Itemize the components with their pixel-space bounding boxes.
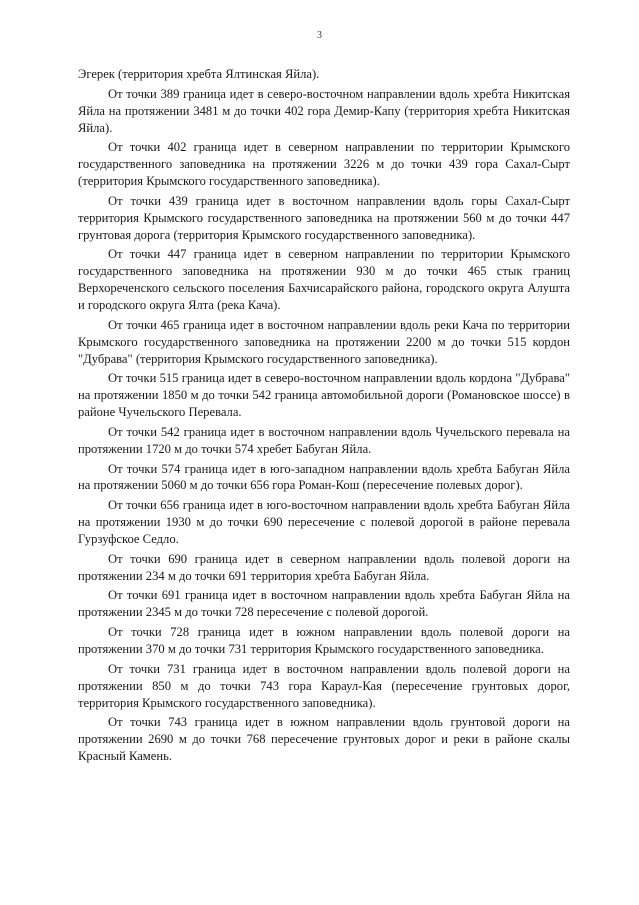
paragraph-point-515: От точки 515 граница идет в северо-восточном направлении вдоль кордона "Дубрава" на протяжении 1850 м до точки 542 граница автомобильной дороги (Романовское шоссе) в районе Чучельского Перевала. — [78, 371, 570, 420]
paragraph-point-389: От точки 389 граница идет в северо-восточном направлении вдоль хребта Никитская Яйла на протяжении 3481 м до точки 402 гора Демир-Капу (территория хребта Никитская Яйла). — [78, 86, 570, 135]
paragraph-point-465: От точки 465 граница идет в восточном направлении вдоль реки Кача по территории Крымского государственного заповедника на протяжении 2200 м до точки 515 кордон "Дубрава" (территория Крымского государственного заповедника). — [78, 317, 570, 366]
page-number: 3 — [317, 30, 322, 41]
document-body — [78, 66, 570, 768]
paragraph-point-656: От точки 656 граница идет в юго-восточном направлении вдоль хребта Бабуган Яйла на протяжении 1930 м до точки 690 пересечение с полевой дорогой в районе перевала Гурзуфское Седло. — [78, 498, 570, 546]
paragraph-point-402: От точки 402 граница идет в северном направлении по территории Крымского государственного заповедника на протяжении 3226 м до точки 439 гора Сахал-Сырт (территория Крымского государственного заповедника). — [78, 140, 570, 189]
paragraph-point-574: От точки 574 граница идет в юго-западном направлении вдоль хребта Бабуган Яйла на протяжении 5060 м до точки 656 гора Роман-Кош (пересечение полевых дорог). — [78, 461, 570, 493]
paragraph-point-542: От точки 542 граница идет в восточном направлении вдоль Чучельского перевала на протяжении 1720 м до точки 574 хребет Бабуган Яйла. — [78, 424, 570, 456]
paragraph-continuation: Эгерек (территория хребта Ялтинская Яйла). — [78, 67, 320, 81]
paragraph-point-690: От точки 690 граница идет в северном направлении вдоль полевой дороги на протяжении 234 м до точки 691 территория хребта Бабуган Яйла. — [78, 551, 570, 583]
paragraph-point-447: От точки 447 граница идет в северном направлении по территории Крымского государственного заповедника на протяжении 930 м до точки 465 стык границ Верхореченского сельского поселения Бахчисарайского района, городского округа Алушта и городского округа Ялта (река Кача). — [78, 247, 570, 312]
paragraph-point-439: От точки 439 граница идет в восточном направлении вдоль горы Сахал-Сырт территория Крымского государственного заповедника на протяжении 560 м до точки 447 грунтовая дорога (территория Крымского государственного заповедника). — [78, 193, 570, 242]
paragraph-point-743: От точки 743 граница идет в южном направлении вдоль грунтовой дороги на протяжении 2690 м до точки 768 пересечение грунтовых дорог и реки в районе скалы Красный Камень. — [78, 715, 570, 764]
paragraph-point-731: От точки 731 граница идет в восточном направлении вдоль полевой дороги на протяжении 850 м до точки 743 гора Караул-Кая (пересечение грунтовых дорог, территория Крымского государственного заповедника). — [78, 661, 570, 710]
paragraph-point-691: От точки 691 граница идет в восточном направлении вдоль хребта Бабуган Яйла на протяжении 2345 м до точки 728 пересечение с полевой дорогой. — [78, 588, 570, 620]
paragraph-point-728: От точки 728 граница идет в южном направлении вдоль полевой дороги на протяжении 370 м до точки 731 территория Крымского государственного заповедника. — [78, 625, 570, 656]
